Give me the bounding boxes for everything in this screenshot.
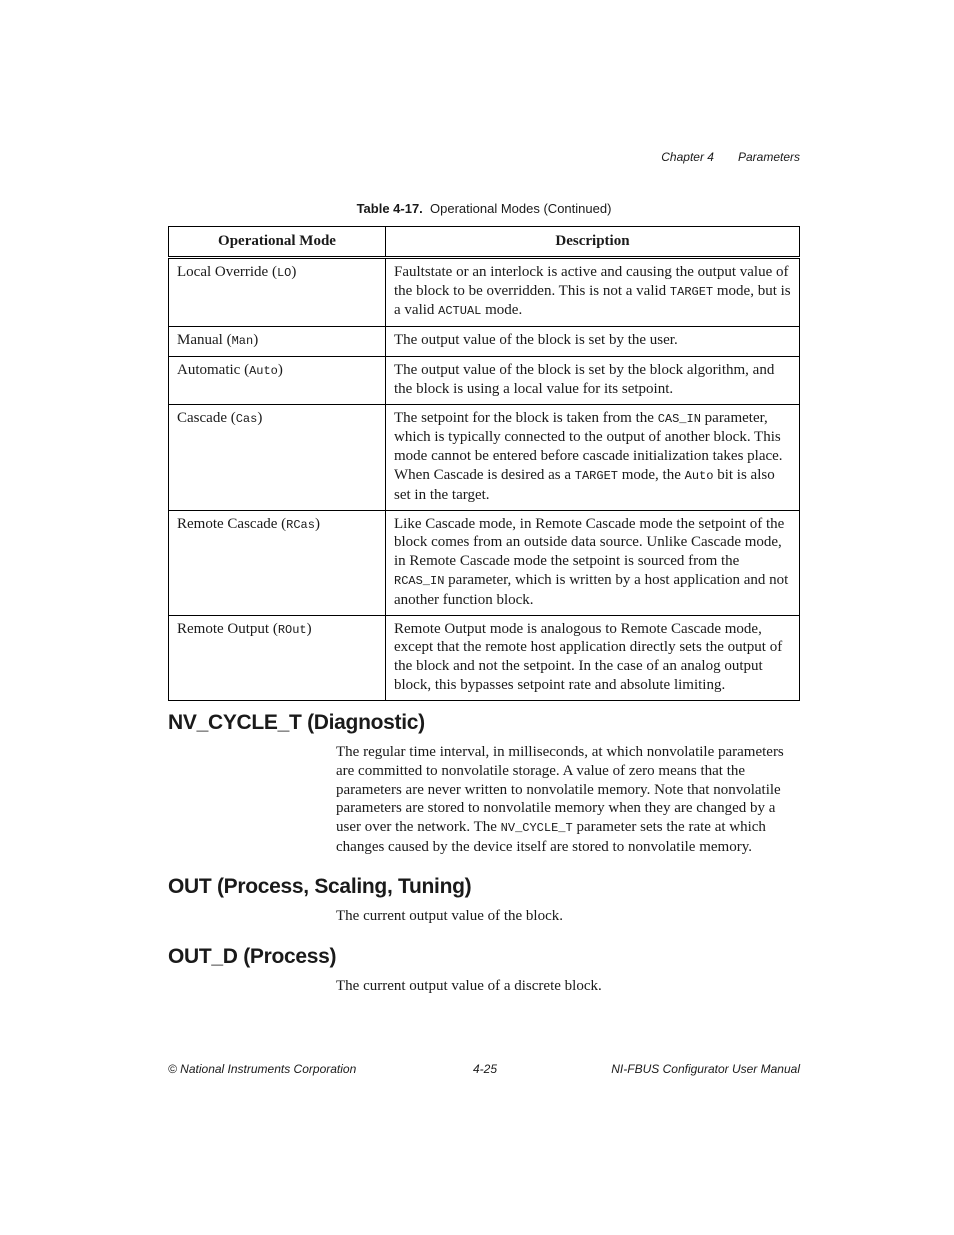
section-body-out: The current output value of the block. <box>336 908 564 924</box>
description-cell <box>386 510 800 615</box>
mode-name: Remote Cascade <box>177 515 278 532</box>
footer-copyright: © National Instruments Corporation <box>168 1062 357 1076</box>
section-body-nv-cycle <box>336 743 801 857</box>
mode-code: Auto <box>249 363 278 378</box>
description-cell <box>386 356 800 404</box>
description-code: TARGET <box>574 468 618 483</box>
table-body <box>169 257 800 700</box>
description-text: parameter, which is written by a host application and not another function block. <box>394 571 789 608</box>
description-text: Remote Output mode is analogous to Remote Cascade mode, except that the remote host application directly sets the output of the block and not the setpoint. In the case of an analog output block, this bypasses setpoint rate and absolute limiting. <box>394 620 783 693</box>
description-text: The output value of the block is set by the block algorithm, and the block is using a local value for its setpoint. <box>394 361 775 397</box>
table-header-row <box>169 227 800 258</box>
section-heading-nv-cycle: NV_CYCLE_T (Diagnostic) <box>168 711 425 734</box>
mode-cell: Local Override (LO) <box>169 257 386 326</box>
description-code: ACTUAL <box>438 304 482 319</box>
mode-name: Manual <box>177 332 223 349</box>
mode-name: Remote Output <box>177 620 270 637</box>
table-row <box>169 257 800 326</box>
mode-code: ROut <box>277 622 307 637</box>
description-code: CAS_IN <box>657 411 701 426</box>
table-row <box>169 404 800 510</box>
section-heading-out-d: OUT_D (Process) <box>168 945 337 968</box>
description-text: mode. <box>481 302 523 319</box>
table-row <box>169 615 800 700</box>
description-text: The setpoint for the block is taken from the <box>394 409 658 426</box>
table-row <box>169 510 800 615</box>
chapter-label: Chapter 4 <box>661 150 714 164</box>
table-row <box>169 327 800 357</box>
description-text: parameter, which is typically connected to the output of another block. This mode cannot be entered before cascade initialization takes place. When Cascade is desired as a <box>394 409 783 483</box>
mode-cell: Automatic (Auto) <box>169 356 386 404</box>
nv-cycle-text-before: The regular time interval, in milliseconds, at which nonvolatile parameters are committed to nonvolatile storage. A value of zero means that the parameters are never written to nonvolatile memory. Note that nonvolatile parameters are stored to nonvolatile memory when they are changed by a user over the network. The <box>336 744 784 836</box>
table-caption <box>168 201 800 216</box>
description-text: mode, the <box>617 466 685 483</box>
table-title: Operational Modes (Continued) <box>430 201 612 216</box>
section-body-out-d: The current output value of a discrete block. <box>336 978 602 994</box>
section-heading-out: OUT (Process, Scaling, Tuning) <box>168 875 472 898</box>
mode-code: RCas <box>286 517 315 532</box>
mode-cell: Manual (Man) <box>169 327 386 357</box>
column-header-description: Description <box>386 227 800 258</box>
mode-code: LO <box>276 265 292 280</box>
description-cell <box>386 615 800 700</box>
page-number: 4-25 <box>473 1062 498 1076</box>
description-text: Faultstate or an interlock is active and causing the output value of the block to be overridden. This is not a valid <box>394 263 789 299</box>
description-code: RCAS_IN <box>394 573 445 588</box>
mode-cell: Cascade (Cas) <box>169 404 386 510</box>
mode-cell: Remote Cascade (RCas) <box>169 510 386 615</box>
section-label: Parameters <box>737 150 800 164</box>
running-header <box>661 150 800 164</box>
description-text: The output value of the block is set by the user. <box>394 332 678 349</box>
nv-cycle-code: NV_CYCLE_T <box>500 821 573 836</box>
mode-name: Local Override <box>177 263 269 280</box>
operational-modes-table <box>168 226 800 701</box>
table-row <box>169 356 800 404</box>
description-text: mode, but is a valid <box>394 282 791 319</box>
mode-cell: Remote Output (ROut) <box>169 615 386 700</box>
description-cell <box>386 257 800 326</box>
mode-code: Cas <box>235 411 258 426</box>
description-cell <box>386 327 800 357</box>
description-text: bit is also set in the target. <box>394 466 775 503</box>
column-header-mode: Operational Mode <box>169 227 386 258</box>
description-code: TARGET <box>669 284 714 299</box>
mode-name: Cascade <box>177 409 227 426</box>
description-cell <box>386 404 800 510</box>
mode-name: Automatic <box>177 361 241 378</box>
footer-manual-title: NI-FBUS Configurator User Manual <box>611 1062 800 1076</box>
mode-code: Man <box>231 334 254 349</box>
description-text: Like Cascade mode, in Remote Cascade mode the setpoint of the block comes from an outside data source. Unlike Cascade mode, in Remote Cascade mode the setpoint is sourced from the <box>394 515 785 570</box>
nv-cycle-text-after: parameter sets the rate at which changes caused by the device itself are stored to nonvolatile memory. <box>336 819 766 855</box>
description-code: Auto <box>684 468 714 483</box>
table-number: Table 4-17. <box>356 201 423 216</box>
